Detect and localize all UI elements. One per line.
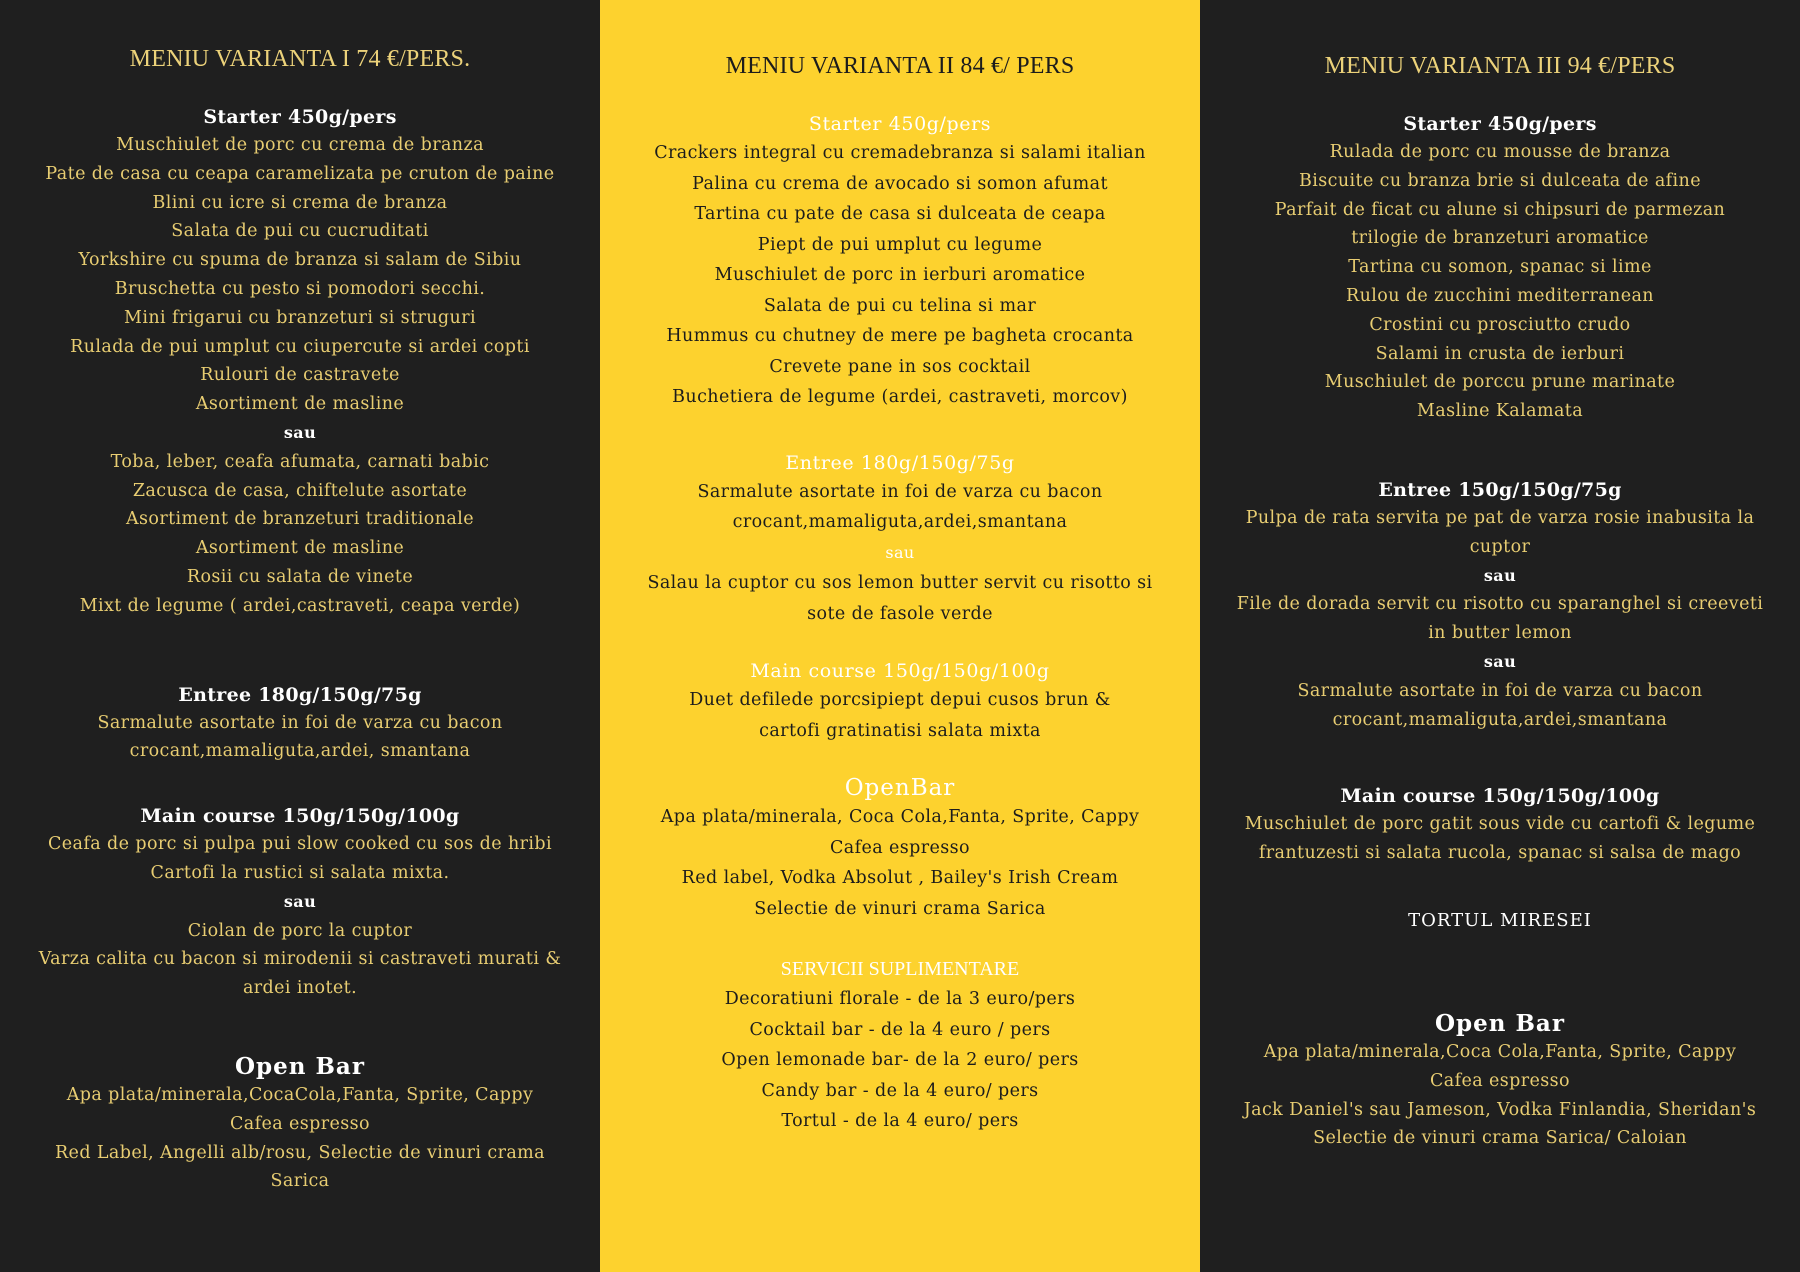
menu-item: in butter lemon [1428,623,1572,644]
menu-3-main-heading: Main course 150g/150g/100g [1340,785,1660,808]
menu-2-entree-heading: Entree 180g/150g/75g [785,451,1015,474]
menu-item: Duet defilede porcsipiept depui cusos brun & [689,690,1111,710]
menu-1-main [0,802,600,1003]
menu-item: Cafea espresso [229,1113,370,1134]
menu-3-bar [1200,1010,1800,1153]
menu-item: Open lemonade bar- de la 2 euro/ pers [721,1050,1079,1070]
or-separator: sau [1483,565,1517,585]
menu-item: Asortiment de masline [195,538,405,559]
menu-item: Crackers integral cu cremadebranza si salami italian [654,143,1146,163]
menu-item: Buchetiera de legume (ardei, castraveti, morcov) [672,387,1128,407]
menu-item: frantuzesti si salata rucola, spanac si salsa de mago [1258,843,1742,864]
menu-1-bar-heading: Open Bar [235,1052,365,1080]
menu-item: Piept de pui umplut cu legume [757,234,1043,255]
menu-item: Blini cu icre si crema de branza [152,192,448,213]
menu-item: Salau la cuptor cu sos lemon butter servit cu risotto si [647,573,1153,593]
menu-item: Masline Kalamata [1416,401,1584,422]
menu-1-title: MENIU VARIANTA I 74 €/PERS. [129,46,471,72]
menu-item: Rulada de pui umplut cu ciupercute si ardei copti [70,336,530,357]
menu-item: Jack Daniel's sau Jameson, Vodka Finlandia, Sheridan's [1243,1099,1757,1120]
menu-item: Sarmalute asortate in foi de varza cu bacon [697,481,1103,502]
menu-item: ardei inotet. [242,978,358,999]
menu-item: Muschiulet de porccu prune marinate [1324,372,1676,393]
menu-1-starter [0,103,600,621]
or-separator: sau [1483,651,1517,671]
menu-item: Sarica [270,1171,330,1192]
menu-item: Muschiulet de porc cu crema de branza [116,135,484,155]
menu-item: Candy bar - de la 4 euro/ pers [761,1080,1039,1101]
menu-item: Sarmalute asortate in foi de varza cu bacon [97,712,503,733]
menu-item: Tortul - de la 4 euro/ pers [781,1111,1019,1131]
menu-1-starter-heading: Starter 450g/pers [203,106,397,128]
menu-item: Apa plata/minerala, Coca Cola,Fanta, Sprite, Cappy [660,807,1140,827]
menu-item: Pulpa de rata servita pe pat de varza rosie inabusita la [1245,507,1755,528]
menu-item: Tartina cu somon, spanac si lime [1348,257,1652,278]
menu-2-bar-heading: OpenBar [844,775,956,801]
menu-3-starter-heading: Starter 450g/pers [1403,113,1597,135]
menu-item: Cocktail bar - de la 4 euro / pers [749,1019,1051,1040]
menu-item: Muschiulet de porc in ierburi aromatice [714,265,1086,285]
menu-3-entree-heading: Entree 150g/150g/75g [1378,478,1622,501]
menu-2-bar [600,774,1200,924]
or-separator: sau [283,891,317,911]
menu-item: Crostini cu prosciutto crudo [1369,314,1631,335]
menu-item: Salami in crusta de ierburi [1375,343,1625,364]
menu-item: File de dorada servit cu risotto cu sparanghel si creeveti [1236,594,1764,615]
menu-1-entree [0,681,600,767]
menu-item: Red Label, Angelli alb/rosu, Selectie de vinuri crama [54,1142,545,1163]
menu-item: Mini frigarui cu branzeturi si struguri [124,307,476,328]
menu-1-main-heading: Main course 150g/150g/100g [140,805,460,828]
menu-item: crocant,mamaliguta,ardei,smantana [1332,709,1668,730]
menu-item: Varza calita cu bacon si mirodenii si castraveti murati & [38,949,562,970]
menu-2-starter-heading: Starter 450g/pers [808,113,992,135]
menu-2-extra-heading: SERVICII SUPLIMENTARE [780,958,1020,980]
menu-item: Parfait de ficat cu alune si chipsuri de parmezan [1274,199,1726,220]
menu-column-3 [1200,0,1800,1272]
menu-3-entree [1200,476,1800,734]
menu-item: Selectie de vinuri crama Sarica/ Caloian [1313,1128,1687,1149]
menu-1-bar [0,1053,600,1196]
menu-item: cuptor [1469,536,1531,557]
menu-item: Rulada de porc cu mousse de branza [1329,142,1671,162]
menu-2-title: MENIU VARIANTA II 84 €/ PERS [725,53,1075,79]
menu-item: Decoratiuni florale - de la 3 euro/pers [724,989,1076,1009]
menu-item: Cartofi la rustici si salata mixta. [150,862,450,883]
menu-item: Apa plata/minerala,CocaCola,Fanta, Sprite, Cappy [66,1084,534,1105]
menu-item: Salata de pui cu telina si mar [763,295,1037,316]
menu-item: crocant,mamaliguta,ardei, smantana [129,741,471,762]
menu-2-starter [600,110,1200,413]
menu-item: Zacusca de casa, chiftelute asortate [132,480,468,501]
menu-item: Sarmalute asortate in foi de varza cu bacon [1297,680,1703,701]
menu-item: Crevete pane in sos cocktail [769,356,1031,377]
menu-3-title: MENIU VARIANTA III 94 €/PERS [1324,53,1676,79]
menu-column-1 [0,0,600,1272]
menu-column-2 [600,0,1200,1272]
menu-2-main-heading: Main course 150g/150g/100g [750,660,1050,682]
menu-item: Bruschetta cu pesto si pomodori secchi. [114,278,486,299]
menu-3-main [1200,782,1800,868]
or-separator: sau [885,542,915,562]
menu-item: Apa plata/minerala,Coca Cola,Fanta, Sprite, Cappy [1263,1041,1737,1062]
menu-item: Asortiment de branzeturi traditionale [125,509,475,530]
menu-3-bar-heading: Open Bar [1435,1009,1565,1037]
menu-item: Ceafa de porc si pulpa pui slow cooked cu sos de hribi [48,834,552,855]
menu-item: Toba, leber, ceafa afumata, carnati babic [110,451,490,472]
menu-item: Pate de casa cu ceapa caramelizata pe cruton de paine [45,163,555,184]
menu-item: Biscuite cu branza brie si dulceata de afine [1299,170,1701,191]
menu-3-cake: TORTUL MIRESEI [1408,909,1592,931]
menu-3-starter [1200,110,1800,426]
menu-item: Rulouri de castravete [200,365,400,386]
menu-2-entree [600,449,1200,630]
menu-item: cartofi gratinatisi salata mixta [759,720,1041,741]
menu-item: sote de fasole verde [807,603,993,624]
menu-2-extra-services [600,954,1200,1137]
menu-item: Yorkshire cu spuma de branza si salam de Sibiu [78,250,522,271]
menu-item: Hummus cu chutney de mere pe bagheta crocanta [666,326,1134,346]
menu-item: Red label, Vodka Absolut , Bailey's Irish Cream [681,868,1119,888]
menu-item: Selectie de vinuri crama Sarica [754,898,1046,919]
menu-1-entree-heading: Entree 180g/150g/75g [178,683,422,706]
menu-item: Rulou de zucchini mediterranean [1346,285,1654,306]
menu-item: Asortiment de masline [195,394,405,415]
menu-item: Ciolan de porc la cuptor [187,920,413,941]
menu-item: Tartina cu pate de casa si dulceata de ceapa [694,204,1106,224]
or-separator: sau [283,422,317,442]
menu-item: Muschiulet de porc gatit sous vide cu cartofi & legume [1244,814,1756,835]
menu-item: Palina cu crema de avocado si somon afumat [692,173,1108,194]
menu-item: Cafea espresso [1429,1070,1570,1091]
menu-item: trilogie de branzeturi aromatice [1351,228,1649,249]
menu-item: Cafea espresso [829,837,970,858]
menu-item: Mixt de legume ( ardei,castraveti, ceapa verde) [79,595,521,616]
menu-item: crocant,mamaliguta,ardei,smantana [732,512,1068,532]
menu-item: Salata de pui cu cucruditati [171,221,429,242]
menu-item: Rosii cu salata de vinete [186,566,414,587]
menu-2-main [600,657,1200,746]
